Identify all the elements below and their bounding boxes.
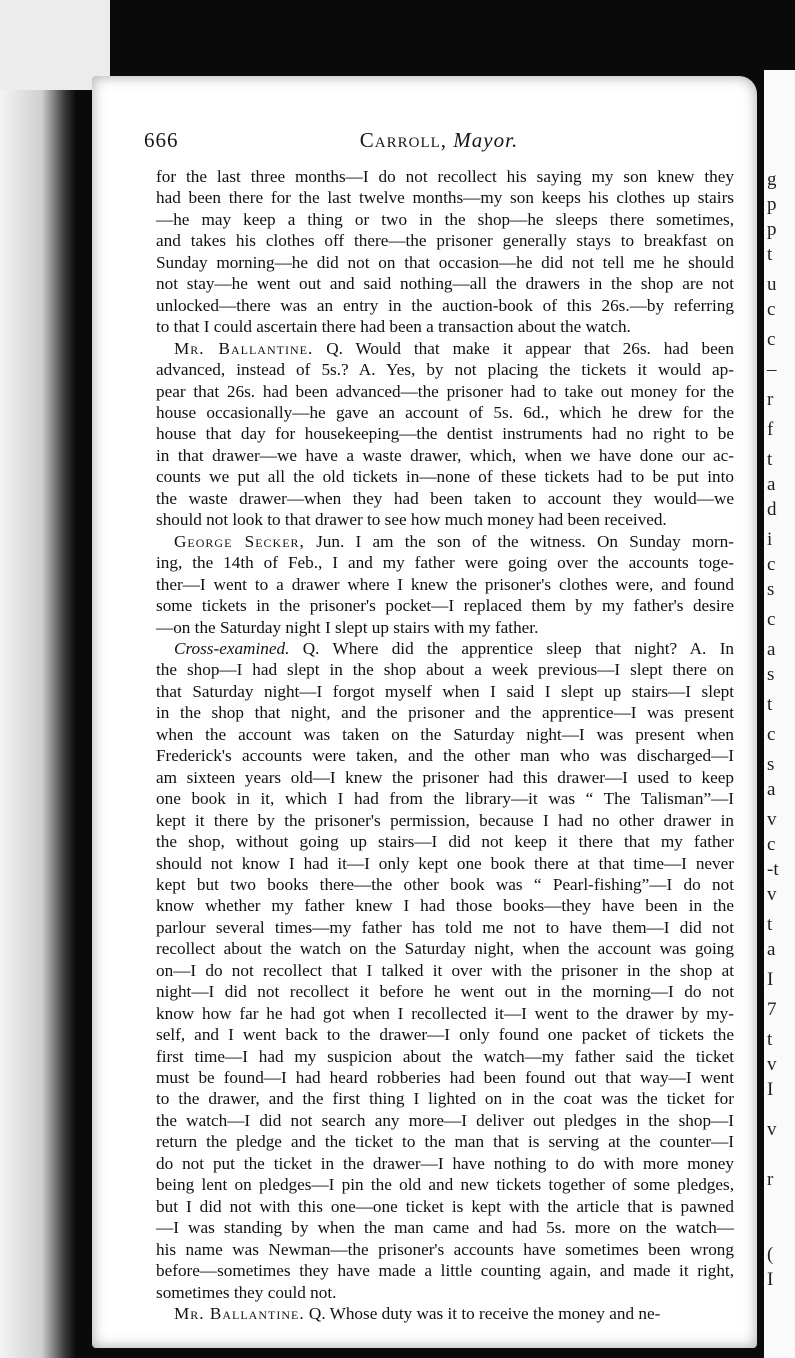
adjacent-page-letter: r [767, 1169, 774, 1190]
text-line [156, 1131, 734, 1152]
line-text: for the last three months—I do not recollect his saying my son knew they [156, 167, 734, 186]
line-text: some tickets in the prisoner's pocket—I replaced them by my father's desire [156, 596, 734, 616]
text-line [156, 359, 734, 380]
left-book-margin [0, 0, 76, 1358]
adjacent-page-letter: g [767, 169, 777, 190]
line-text: know how far he had got when I recollected it—I went to the drawer by my- [156, 1003, 734, 1023]
text-line [156, 552, 734, 573]
adjacent-page-letter: I [767, 969, 774, 990]
adjacent-page-letter: 7 [767, 999, 777, 1020]
line-text: sometimes they could not. [156, 1282, 337, 1302]
line-text: to the drawer, and the first thing I lighted on in the coat was the ticket for [156, 1089, 734, 1109]
text-line [156, 230, 734, 251]
running-head [144, 128, 734, 158]
text-line [156, 423, 734, 444]
line-text: first time—I had my suspicion about the watch—my father said the ticket [156, 1046, 734, 1066]
line-text: house that day for housekeeping—the dentist instruments had no right to be [156, 424, 734, 444]
running-title-name: Carroll, [359, 128, 448, 152]
text-line [156, 1088, 734, 1109]
line-text: to that I could ascertain there had been a transaction about the watch. [156, 317, 631, 337]
text-line [156, 166, 734, 187]
adjacent-page-letter: -t [767, 859, 779, 880]
text-line [156, 1239, 734, 1260]
adjacent-page-letter: v [767, 884, 777, 905]
text-line [156, 1110, 734, 1131]
text-line [156, 767, 734, 788]
text-line [156, 1303, 734, 1324]
line-text: parlour several times—my father has told me not to have them—I did not [156, 917, 734, 937]
line-text: house occasionally—he gave an account of 5s. 6d., which he drew for the [156, 402, 734, 422]
text-line [156, 1153, 734, 1174]
line-text: should not know I had it—I only kept one book there at that time—I never [156, 853, 734, 873]
line-text: one book in it, which I had from the library—it was “ The Talisman”—I [156, 789, 734, 809]
adjacent-page-letter: c [767, 724, 776, 745]
text-line [156, 831, 734, 852]
text-line [156, 681, 734, 702]
body-text [156, 166, 734, 1324]
line-text: ing, the 14th of Feb., I and my father were going over the accounts toge- [156, 553, 734, 573]
text-line [156, 981, 734, 1002]
text-line [156, 381, 734, 402]
line-text: advanced, instead of 5s.? A. Yes, by not placing the tickets it would ap- [156, 360, 734, 380]
text-line [156, 509, 734, 530]
adjacent-page-letter: t [767, 914, 773, 935]
text-line [156, 1260, 734, 1281]
text-line [156, 853, 734, 874]
speaker-label: George Secker, [174, 531, 305, 551]
text-line [156, 659, 734, 680]
adjacent-page-letter: c [767, 554, 776, 575]
line-text: kept it there by the prisoner's permission, because I had no other drawer in [156, 810, 734, 830]
adjacent-page-letter: a [767, 939, 776, 960]
line-text: that Saturday night—I forgot myself when I said I slept up stairs—I slept [156, 681, 734, 701]
adjacent-page-letter: t [767, 1029, 773, 1050]
line-text: Jun. I am the son of the witness. On Sunday morn- [316, 531, 735, 551]
text-line [156, 252, 734, 273]
text-line [156, 316, 734, 337]
line-text: self, and I went back to the drawer—I only found one packet of tickets the [156, 1025, 734, 1045]
text-line [156, 1024, 734, 1045]
speaker-label: Mr. Ballantine. [174, 338, 314, 358]
page-number: 666 [144, 128, 179, 152]
line-text: the watch—I did not search any more—I deliver out pledges in the shop—I [156, 1110, 734, 1130]
text-line [156, 273, 734, 294]
text-line [156, 810, 734, 831]
line-text: kept but two books there—the other book was “ Pearl-fishing”—I do not [156, 874, 734, 894]
line-text: Q. Would that make it appear that 26s. had been [326, 338, 734, 358]
text-line [156, 938, 734, 959]
text-line [156, 531, 734, 552]
line-text: Q. Where did the apprentice sleep that night? A. In [302, 638, 735, 658]
text-line [156, 917, 734, 938]
text-line [156, 338, 734, 359]
line-text: —I was standing by when the man came and had 5s. more on the watch— [156, 1218, 734, 1238]
line-text: am sixteen years old—I knew the prisoner had this drawer—I used to keep [156, 767, 734, 787]
adjacent-page-letter: s [767, 754, 775, 775]
text-line [156, 1067, 734, 1088]
text-line [156, 445, 734, 466]
text-line [156, 617, 734, 638]
line-text: ther—I went to a drawer where I knew the prisoner's clothes were, and found [156, 574, 734, 594]
adjacent-page-letter: I [767, 1269, 774, 1290]
line-text: night—I did not recollect it before he went out in the morning—I do not [156, 982, 734, 1002]
speaker-label: Cross-examined. [174, 638, 290, 658]
line-text: know whether my father knew I had those books—they have been in the [156, 896, 734, 916]
line-text: Q. Whose duty was it to receive the money and ne- [308, 1304, 661, 1324]
adjacent-page-letter: a [767, 474, 776, 495]
line-text: on—I do not recollect that I talked it over with the prisoner in the shop at [156, 960, 734, 980]
adjacent-page-letter: c [767, 609, 776, 630]
text-line [156, 1282, 734, 1303]
line-text: —he may keep a thing or two in the shop—he sleeps there sometimes, [156, 209, 734, 229]
text-line [156, 724, 734, 745]
adjacent-page-letter: v [767, 1119, 777, 1140]
text-line [156, 209, 734, 230]
adjacent-page-letter: p [767, 194, 777, 215]
adjacent-page-letter: v [767, 1054, 777, 1075]
adjacent-page-letter: s [767, 579, 775, 600]
line-text: and takes his clothes off there—the prisoner generally stays to breakfast on [156, 231, 734, 251]
text-line [156, 574, 734, 595]
running-title [144, 128, 734, 153]
line-text: before—sometimes they have made a little counting again, and made it right, [156, 1261, 734, 1281]
adjacent-page-letter: c [767, 329, 776, 350]
text-line [156, 1046, 734, 1067]
adjacent-page-letter: d [767, 499, 777, 520]
text-line [156, 1217, 734, 1238]
text-line [156, 1003, 734, 1024]
line-text: in that drawer—we have a waste drawer, which, when we have done our ac- [156, 445, 734, 465]
adjacent-page-letter: I [767, 1079, 774, 1100]
adjacent-page-letter: u [767, 274, 777, 295]
adjacent-page-letter: s [767, 664, 775, 685]
adjacent-page-letter: t [767, 449, 773, 470]
text-line [156, 702, 734, 723]
line-text: unlocked—there was an entry in the auction-book of this 26s.—by referring [156, 295, 734, 315]
adjacent-page-letter: p [767, 219, 777, 240]
line-text: his name was Newman—the prisoner's accounts have sometimes been wrong [156, 1239, 734, 1259]
text-line [156, 1196, 734, 1217]
adjacent-page-letter: – [767, 359, 777, 380]
text-line [156, 402, 734, 423]
adjacent-page-letter: a [767, 639, 776, 660]
text-line [156, 638, 734, 659]
line-text: but I did not with this one—one ticket is kept with the article that is pawned [156, 1196, 734, 1216]
line-text: not stay—he went out and said nothing—all the drawers in the shop are not [156, 274, 734, 294]
line-text: do not put the ticket in the drawer—I have nothing to do with more money [156, 1153, 734, 1173]
line-text: the waste drawer—when they had been taken to account they would—we [156, 488, 734, 508]
running-title-suffix: Mayor. [453, 128, 519, 152]
line-text: when the account was taken on the Saturday night—I was present when [156, 724, 734, 744]
line-text: the shop—I had slept in the shop about a week previous—I slept there on [156, 660, 734, 680]
text-line [156, 960, 734, 981]
line-text: recollect about the watch on the Saturday night, when the account was going [156, 939, 734, 959]
text-line [156, 745, 734, 766]
line-text: counts we put all the old tickets in—none of these tickets had to be put into [156, 467, 734, 487]
adjacent-page-letter: r [767, 389, 774, 410]
line-text: pear that 26s. had been advanced—the prisoner had to take out money for the [156, 381, 734, 401]
line-text: return the pledge and the ticket to the man that is serving at the counter—I [156, 1132, 734, 1152]
adjacent-page-letter: f [767, 419, 774, 440]
speaker-label: Mr. Ballantine. [174, 1304, 305, 1324]
text-line [156, 466, 734, 487]
line-text: in the shop that night, and the prisoner and the apprentice—I was present [156, 703, 734, 723]
text-line [156, 187, 734, 208]
text-line [156, 895, 734, 916]
line-text: had been there for the last twelve months—my son keeps his clothes up stairs [156, 188, 734, 208]
line-text: —on the Saturday night I slept up stairs with my father. [156, 617, 539, 637]
text-line [156, 874, 734, 895]
book-page [92, 76, 757, 1348]
line-text: should not look to that drawer to see how much money had been received. [156, 510, 667, 530]
adjacent-page-letter: i [767, 529, 773, 550]
line-text: the shop, without going up stairs—I did not keep it there that my father [156, 832, 734, 852]
adjacent-page-letter: ( [767, 1244, 774, 1265]
text-line [156, 295, 734, 316]
adjacent-page-letter: t [767, 244, 773, 265]
text-line [156, 595, 734, 616]
line-text: must be found—I had heard robberies had been found out that way—I went [156, 1068, 734, 1088]
adjacent-page-letter: c [767, 834, 776, 855]
text-line [156, 1174, 734, 1195]
adjacent-page-letter: a [767, 779, 776, 800]
line-text: Frederick's accounts were taken, and the other man who was discharged—I [156, 746, 734, 766]
text-line [156, 788, 734, 809]
line-text: being lent on pledges—I pin the old and new tickets together of some pledges, [156, 1175, 734, 1195]
line-text: Sunday morning—he did not on that occasion—he did not tell me he should [156, 252, 734, 272]
adjacent-page-edge [764, 70, 795, 1358]
adjacent-page-letter: v [767, 809, 777, 830]
adjacent-page-letter: t [767, 694, 773, 715]
text-line [156, 488, 734, 509]
adjacent-page-letter: c [767, 299, 776, 320]
